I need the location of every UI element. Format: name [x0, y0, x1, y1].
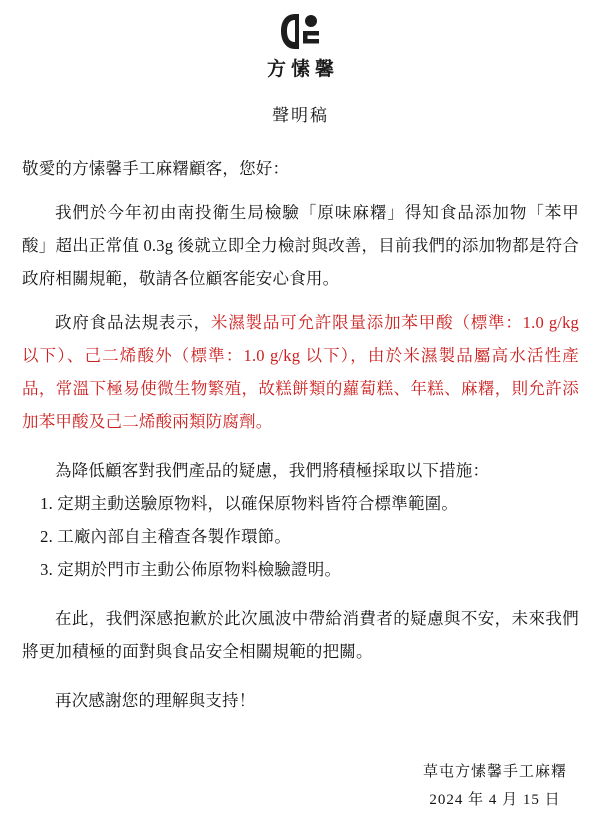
paragraph-regulation [22, 306, 579, 438]
spacer [22, 586, 579, 602]
list-item: 3. 定期於門市主動公佈原物料檢驗證明。 [40, 560, 342, 579]
signature-company: 草屯方愫馨手工麻糬 [422, 764, 567, 780]
spacer [22, 668, 579, 684]
document-body [22, 152, 579, 717]
list-item: 2. 工廠內部自主稽查各製作環節。 [40, 527, 292, 546]
measures-list [22, 487, 579, 586]
letterhead [22, 0, 579, 81]
regulation-highlight: 米濕製品可允許限量添加苯甲酸（標準：1.0 g/kg 以下）、己二烯酸外（標準：1.0 g/kg 以下），由於米濕製品屬高水活性產品，常溫下極易使微生物繁殖，故糕餅類的蘿蔔糕、年糕、麻糬，則允許添加苯甲酸及己二烯酸兩類防腐劑。 [22, 313, 579, 431]
spacer [22, 438, 579, 454]
signature-date: 2024 年 4 月 15 日 [429, 792, 561, 808]
spacer [22, 185, 579, 196]
regulation-prefix: 政府食品法規表示， [55, 313, 211, 332]
paragraph-measures-intro: 為降低顧客對我們產品的疑慮，我們將積極採取以下措施： [55, 461, 490, 480]
brand-name: 方愫馨 [266, 59, 339, 80]
paragraph-apology: 在此，我們深感抱歉於此次風波中帶給消費者的疑慮與不安，未來我們將更加積極的面對與食品安全相關規範的把關。 [22, 609, 579, 661]
paragraph-background: 我們於今年初由南投衛生局檢驗「原味麻糬」得知食品添加物「苯甲酸」超出正常值 0.3g 後就立即全力檢討與改善，目前我們的添加物都是符合政府相關規範，敬請各位顧客能安心食用。 [22, 203, 579, 288]
page-title: 聲明稿 [272, 106, 329, 125]
spacer [22, 295, 579, 306]
signature-block [423, 758, 567, 814]
salutation: 敬愛的方愫馨手工麻糬顧客，您好： [22, 159, 290, 178]
fang-su-xin-logo-icon [278, 12, 324, 52]
list-item: 1. 定期主動送驗原物料，以確保原物料皆符合標準範圍。 [40, 494, 459, 513]
paragraph-thanks: 再次感謝您的理解與支持！ [55, 691, 256, 710]
